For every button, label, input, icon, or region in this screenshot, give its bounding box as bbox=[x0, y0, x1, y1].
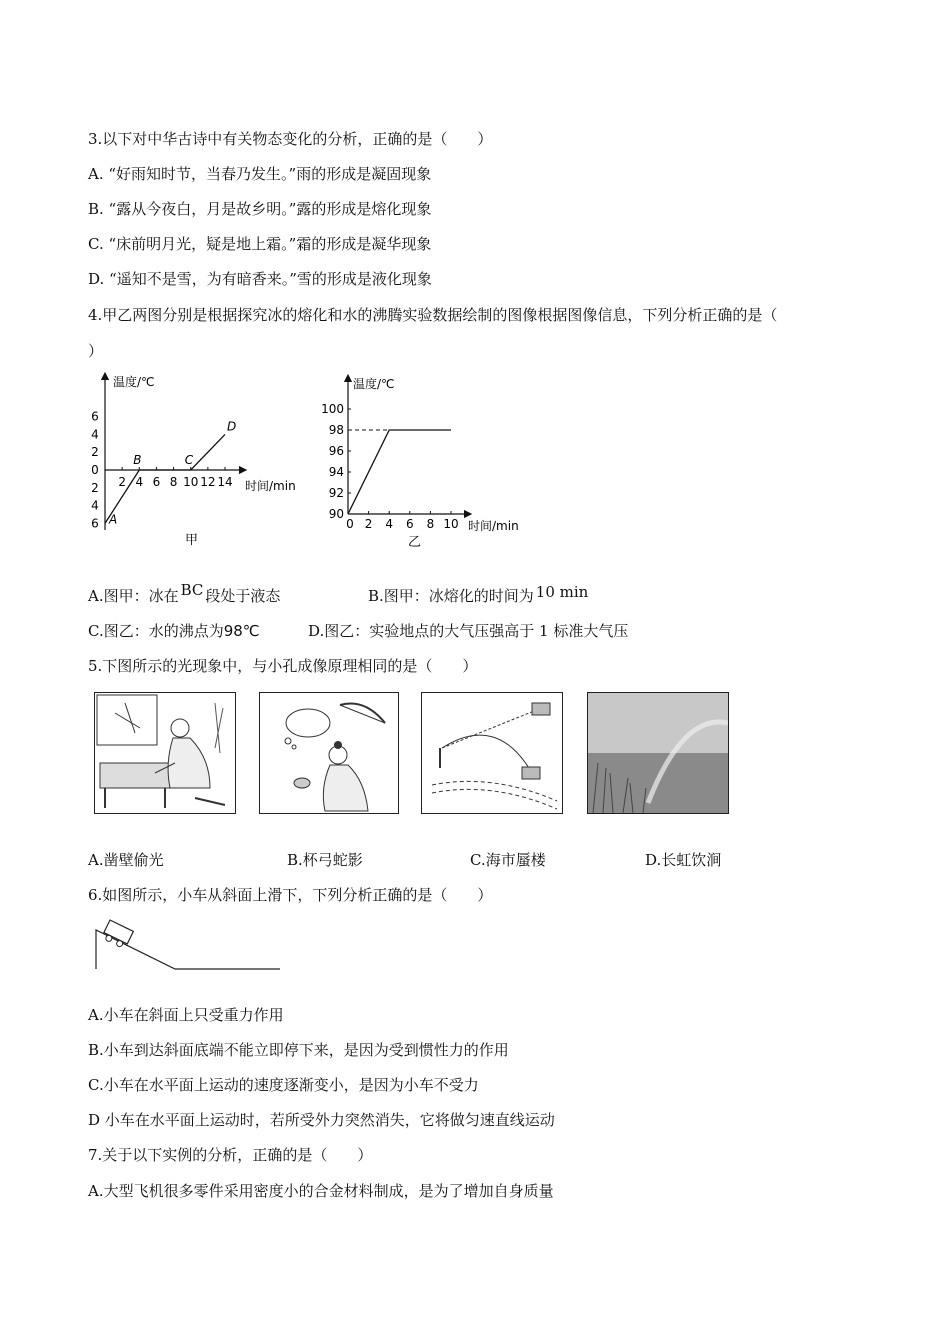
yi-caption: 乙 bbox=[408, 535, 422, 550]
yi-xtick-label: 0 bbox=[346, 517, 354, 531]
q3-option-c: C. “床前明月光，疑是地上霜。”霜的形成是凝华现象 bbox=[88, 235, 432, 253]
q6-option-c: C.小车在水平面上运动的速度逐渐变小，是因为小车不受力 bbox=[88, 1076, 479, 1094]
yi-xtick-label: 10 bbox=[443, 517, 459, 531]
jia-point-label: B bbox=[133, 453, 142, 467]
chart-jia bbox=[85, 368, 315, 553]
jia-ylabel: 温度/℃ bbox=[113, 375, 155, 389]
jia-ytick-label: 6 bbox=[91, 409, 99, 424]
q5-option-d: D.长虹饮涧 bbox=[645, 851, 722, 869]
q4-option-b-value: 10 min bbox=[535, 583, 589, 601]
q5-stem: 5.下图所示的光现象中，与小孔成像原理相同的是（ ） bbox=[88, 657, 478, 675]
scholar-reading-illustration bbox=[95, 693, 235, 813]
yi-ytick-label: 94 bbox=[328, 465, 344, 479]
image-chiseling-wall bbox=[94, 692, 236, 814]
q6-option-b: B.小车到达斜面底端不能立即停下来，是因为受到惯性力的作用 bbox=[88, 1041, 509, 1059]
q4-option-a bbox=[88, 581, 281, 606]
q7-option-a: A.大型飞机很多零件采用密度小的合金材料制成，是为了增加自身质量 bbox=[88, 1182, 554, 1200]
jia-xtick-label: 12 bbox=[200, 475, 216, 489]
yi-xtick-label: 2 bbox=[364, 517, 373, 531]
yi-series-line bbox=[348, 430, 451, 514]
yi-xtick-label: 8 bbox=[426, 517, 435, 531]
yi-xtick-label: 4 bbox=[385, 517, 394, 531]
jia-xtick-label: 10 bbox=[183, 475, 199, 489]
jia-ytick-label: 6 bbox=[91, 516, 99, 531]
q4-option-a-tail: 段处于液态 bbox=[205, 587, 281, 605]
q3-option-b: B. “露从今夜白，月是故乡明。”露的形成是熔化现象 bbox=[88, 200, 432, 218]
q5-option-c: C.海市蜃楼 bbox=[470, 851, 546, 869]
q6-option-a: A.小车在斜面上只受重力作用 bbox=[88, 1006, 284, 1024]
q7-stem: 7.关于以下实例的分析，正确的是（ ） bbox=[88, 1146, 373, 1164]
jia-point-label: D bbox=[227, 419, 237, 434]
yi-ytick-label: 98 bbox=[328, 423, 344, 437]
jia-ytick-label: 2 bbox=[91, 445, 99, 460]
jia-xlabel: 时间/min bbox=[245, 479, 296, 493]
jia-caption: 甲 bbox=[185, 533, 199, 548]
q3-option-d: D. “遥知不是雪，为有暗香来。”雪的形成是液化现象 bbox=[88, 270, 432, 288]
q4-option-b bbox=[368, 585, 588, 606]
jia-point-label: C bbox=[184, 453, 194, 467]
jia-xtick-label: 4 bbox=[135, 475, 144, 489]
q4-option-c bbox=[88, 620, 260, 641]
q4-stem-line2: ） bbox=[88, 342, 104, 360]
q3-option-a: A. “好雨知时节，当春乃发生。”雨的形成是凝固现象 bbox=[88, 165, 432, 183]
q4-option-c-text: C.图乙：水的沸点为 bbox=[88, 622, 224, 640]
yi-ylabel: 温度/℃ bbox=[353, 377, 395, 391]
yi-xlabel: 时间/min bbox=[468, 519, 519, 533]
yi-ytick-label: 90 bbox=[328, 507, 344, 521]
q4-option-a-text: A.图甲：冰在 bbox=[88, 587, 179, 605]
jia-ytick-label: 4 bbox=[91, 498, 99, 513]
jia-point-label: A bbox=[109, 512, 118, 527]
jia-xtick-label: 6 bbox=[152, 475, 161, 489]
jia-xtick-label: 14 bbox=[217, 475, 233, 489]
q3-stem: 3.以下对中华古诗中有关物态变化的分析，正确的是（ ） bbox=[88, 130, 493, 148]
yi-ytick-label: 96 bbox=[328, 444, 344, 458]
bow-reflection-illustration bbox=[260, 693, 398, 813]
jia-ytick-label: 2 bbox=[91, 480, 99, 495]
yi-ytick-label: 92 bbox=[328, 486, 344, 500]
chart-yi bbox=[320, 368, 540, 553]
image-rainbow bbox=[587, 692, 729, 814]
q5-option-b: B.杯弓蛇影 bbox=[287, 851, 363, 869]
jia-ytick-label: 4 bbox=[91, 427, 99, 442]
rainbow-photo bbox=[588, 693, 728, 813]
jia-xtick-label: 2 bbox=[118, 475, 126, 489]
q6-stem: 6.如图所示，小车从斜面上滑下，下列分析正确的是（ ） bbox=[88, 886, 493, 904]
image-mirage bbox=[421, 692, 563, 814]
jia-xtick-label: 8 bbox=[169, 475, 178, 489]
q4-option-b-text: B.图甲：冰熔化的时间为 bbox=[368, 587, 534, 605]
q5-option-a: A.凿壁偷光 bbox=[88, 851, 164, 869]
yi-ytick-label: 100 bbox=[321, 402, 344, 416]
q4-stem-line1: 4.甲乙两图分别是根据探究冰的熔化和水的沸腾实验数据绘制的图像根据图像信息，下列分析正确的是（ bbox=[88, 306, 778, 324]
q4-option-d: D.图乙：实验地点的大气压强高于 1 标准大气压 bbox=[308, 622, 629, 640]
q4-option-c-value: 98℃ bbox=[223, 622, 260, 640]
q6-option-d: D 小车在水平面上运动时，若所受外力突然消失，它将做匀速直线运动 bbox=[88, 1111, 555, 1129]
incline-cart-figure bbox=[93, 912, 283, 972]
q4-option-a-bc: BC bbox=[180, 581, 204, 599]
image-bow-in-cup bbox=[259, 692, 399, 814]
jia-ytick-label: 0 bbox=[91, 463, 99, 477]
mirage-illustration bbox=[422, 693, 562, 813]
yi-xtick-label: 6 bbox=[405, 517, 414, 531]
